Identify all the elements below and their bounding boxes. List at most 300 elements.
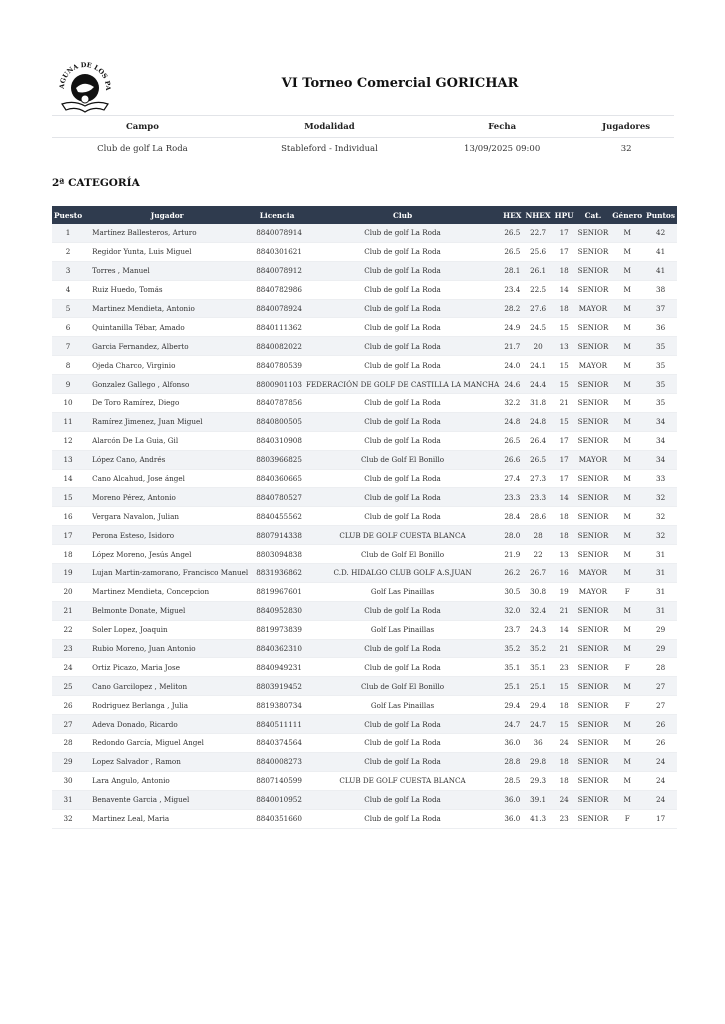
cell-club: Club de golf La Roda [304, 412, 501, 431]
cell-licencia: 8840362310 [250, 639, 304, 658]
cell-nhex: 30.8 [524, 582, 553, 601]
cell-jugador: Perona Esteso, Isidoro [84, 526, 250, 545]
cell-puesto: 15 [52, 488, 84, 507]
cell-puesto: 1 [52, 224, 84, 242]
cell-puesto: 12 [52, 431, 84, 450]
cell-jugador: Martinez Mendieta, Concepcion [84, 582, 250, 601]
cell-hpu: 15 [553, 318, 576, 337]
cell-puesto: 9 [52, 375, 84, 394]
cell-jugador: Ojeda Charco, Virginio [84, 356, 250, 375]
cell-licencia: 8800901103 [250, 375, 304, 394]
cell-club: CLUB DE GOLF CUESTA BLANCA [304, 771, 501, 790]
cell-club: Club de golf La Roda [304, 601, 501, 620]
cell-puesto: 5 [52, 299, 84, 318]
cell-club: Club de golf La Roda [304, 790, 501, 809]
cell-genero: M [610, 394, 644, 413]
cell-categoria: MAYOR [576, 450, 611, 469]
cell-licencia: 8840952830 [250, 601, 304, 620]
cell-club: Club de golf La Roda [304, 242, 501, 261]
cell-genero: M [610, 224, 644, 242]
cell-puesto: 24 [52, 658, 84, 677]
cell-hpu: 17 [553, 450, 576, 469]
cell-genero: M [610, 507, 644, 526]
cell-nhex: 24.1 [524, 356, 553, 375]
cell-licencia: 8840374564 [250, 734, 304, 753]
cell-club: Club de golf La Roda [304, 658, 501, 677]
cell-nhex: 29.8 [524, 752, 553, 771]
table-row [52, 790, 677, 809]
cell-licencia: 8840078924 [250, 299, 304, 318]
col-header-puntos: Puntos [644, 206, 677, 224]
table-row [52, 526, 677, 545]
cell-jugador: Alarcón De La Guia, Gil [84, 431, 250, 450]
table-row [52, 639, 677, 658]
cell-licencia: 8840301621 [250, 242, 304, 261]
cell-puntos: 27 [644, 696, 677, 715]
cell-categoria: SENIOR [576, 469, 611, 488]
cell-nhex: 28.6 [524, 507, 553, 526]
cell-licencia: 8840949231 [250, 658, 304, 677]
cell-club: Club de golf La Roda [304, 752, 501, 771]
cell-categoria: SENIOR [576, 545, 611, 564]
cell-categoria: SENIOR [576, 715, 611, 734]
cell-puntos: 42 [644, 224, 677, 242]
cell-jugador: Gonzalez Gallego , Alfonso [84, 375, 250, 394]
cell-puntos: 35 [644, 375, 677, 394]
cell-club: Golf Las Pinaillas [304, 582, 501, 601]
cell-club: Club de golf La Roda [304, 507, 501, 526]
cell-categoria: MAYOR [576, 564, 611, 583]
cell-puesto: 22 [52, 620, 84, 639]
cell-puesto: 13 [52, 450, 84, 469]
cell-genero: F [610, 658, 644, 677]
cell-licencia: 8840360665 [250, 469, 304, 488]
cell-puesto: 31 [52, 790, 84, 809]
cell-genero: M [610, 734, 644, 753]
info-header-fecha: Fecha [426, 116, 578, 138]
cell-nhex: 27.6 [524, 299, 553, 318]
cell-genero: M [610, 280, 644, 299]
cell-categoria: SENIOR [576, 318, 611, 337]
cell-puntos: 24 [644, 752, 677, 771]
cell-categoria: SENIOR [576, 261, 611, 280]
table-row [52, 469, 677, 488]
cell-puntos: 32 [644, 507, 677, 526]
cell-hpu: 18 [553, 261, 576, 280]
cell-licencia: 8840008273 [250, 752, 304, 771]
cell-hex: 28.4 [501, 507, 523, 526]
cell-genero: F [610, 582, 644, 601]
cell-categoria: SENIOR [576, 431, 611, 450]
cell-jugador: Martínez Ballesteros, Arturo [84, 224, 250, 242]
cell-puntos: 24 [644, 771, 677, 790]
cell-hpu: 24 [553, 734, 576, 753]
results-body [52, 224, 677, 828]
cell-hex: 27.4 [501, 469, 523, 488]
cell-licencia: 8840800505 [250, 412, 304, 431]
logo-text: AGUNA DE LOS PA [57, 60, 113, 91]
cell-puntos: 28 [644, 658, 677, 677]
cell-hpu: 21 [553, 394, 576, 413]
cell-jugador: Lara Angulo, Antonio [84, 771, 250, 790]
cell-club: Club de golf La Roda [304, 734, 501, 753]
cell-jugador: Benavente Garcia , Miguel [84, 790, 250, 809]
cell-club: Club de Golf El Bonillo [304, 450, 501, 469]
cell-licencia: 8803966825 [250, 450, 304, 469]
cell-club: Club de golf La Roda [304, 469, 501, 488]
cell-genero: M [610, 318, 644, 337]
cell-licencia: 8819967601 [250, 582, 304, 601]
col-header-licencia: Licencia [250, 206, 304, 224]
cell-puntos: 35 [644, 394, 677, 413]
cell-jugador: Rodriguez Berlanga , Julia [84, 696, 250, 715]
cell-club: Club de Golf El Bonillo [304, 677, 501, 696]
info-value-campo: Club de golf La Roda [97, 144, 188, 154]
cell-hpu: 18 [553, 526, 576, 545]
cell-puesto: 32 [52, 809, 84, 828]
cell-nhex: 25.1 [524, 677, 553, 696]
info-header-jugadores: Jugadores [578, 116, 674, 138]
cell-hex: 21.9 [501, 545, 523, 564]
cell-hex: 24.6 [501, 375, 523, 394]
cell-puntos: 31 [644, 601, 677, 620]
cell-jugador: Soler Lopez, Joaquin [84, 620, 250, 639]
cell-categoria: SENIOR [576, 507, 611, 526]
cell-licencia: 8819973839 [250, 620, 304, 639]
cell-hpu: 14 [553, 620, 576, 639]
table-row [52, 412, 677, 431]
cell-hex: 23.4 [501, 280, 523, 299]
cell-hex: 25.1 [501, 677, 523, 696]
cell-puntos: 34 [644, 450, 677, 469]
cell-jugador: Ramírez Jimenez, Juan Miguel [84, 412, 250, 431]
cell-puntos: 36 [644, 318, 677, 337]
cell-hpu: 23 [553, 658, 576, 677]
table-row [52, 771, 677, 790]
cell-licencia: 8807140599 [250, 771, 304, 790]
cell-hpu: 17 [553, 242, 576, 261]
cell-hpu: 19 [553, 582, 576, 601]
cell-licencia: 8840111362 [250, 318, 304, 337]
cell-puesto: 6 [52, 318, 84, 337]
col-header-club: Club [304, 206, 501, 224]
cell-hpu: 17 [553, 469, 576, 488]
cell-club: C.D. HIDALGO CLUB GOLF A.S.JUAN [304, 564, 501, 583]
cell-nhex: 35.2 [524, 639, 553, 658]
cell-hex: 32.0 [501, 601, 523, 620]
table-row [52, 224, 677, 242]
cell-hex: 24.7 [501, 715, 523, 734]
cell-licencia: 8840511111 [250, 715, 304, 734]
tournament-title: VI Torneo Comercial GORICHAR [281, 76, 519, 91]
cell-puntos: 17 [644, 809, 677, 828]
cell-club: Club de golf La Roda [304, 261, 501, 280]
cell-jugador: Lopez Salvador , Ramon [84, 752, 250, 771]
cell-nhex: 41.3 [524, 809, 553, 828]
cell-jugador: Martinez Mendieta, Antonio [84, 299, 250, 318]
cell-hex: 28.8 [501, 752, 523, 771]
cell-hex: 30.5 [501, 582, 523, 601]
cell-jugador: López Cano, Andrés [84, 450, 250, 469]
category-heading: 2ª CATEGORÍA [52, 177, 140, 189]
info-value-fecha: 13/09/2025 09:00 [464, 144, 541, 154]
table-row [52, 299, 677, 318]
table-row [52, 809, 677, 828]
cell-puesto: 18 [52, 545, 84, 564]
cell-genero: M [610, 526, 644, 545]
cell-puntos: 32 [644, 526, 677, 545]
cell-puesto: 27 [52, 715, 84, 734]
cell-hpu: 15 [553, 677, 576, 696]
cell-club: Golf Las Pinaillas [304, 696, 501, 715]
cell-licencia: 8803094838 [250, 545, 304, 564]
cell-jugador: Lujan Martin-zamorano, Francisco Manuel [84, 564, 250, 583]
cell-hex: 28.0 [501, 526, 523, 545]
cell-categoria: SENIOR [576, 601, 611, 620]
col-header-nhex: NHEX [524, 206, 553, 224]
cell-hpu: 17 [553, 224, 576, 242]
table-row [52, 261, 677, 280]
cell-jugador: López Moreno, Jesús Angel [84, 545, 250, 564]
cell-hex: 26.5 [501, 242, 523, 261]
cell-nhex: 27.3 [524, 469, 553, 488]
cell-genero: M [610, 620, 644, 639]
cell-categoria: SENIOR [576, 280, 611, 299]
cell-jugador: Quintanilla Tébar, Amado [84, 318, 250, 337]
cell-hpu: 24 [553, 790, 576, 809]
cell-categoria: MAYOR [576, 356, 611, 375]
cell-hex: 35.1 [501, 658, 523, 677]
cell-genero: M [610, 356, 644, 375]
cell-club: Club de golf La Roda [304, 337, 501, 356]
cell-hex: 26.5 [501, 224, 523, 242]
cell-hex: 26.6 [501, 450, 523, 469]
cell-categoria: SENIOR [576, 677, 611, 696]
cell-hpu: 18 [553, 752, 576, 771]
cell-jugador: Cano Alcahud, Jose ángel [84, 469, 250, 488]
cell-hex: 29.4 [501, 696, 523, 715]
cell-genero: M [610, 639, 644, 658]
cell-hpu: 15 [553, 356, 576, 375]
cell-hex: 28.1 [501, 261, 523, 280]
cell-puntos: 41 [644, 242, 677, 261]
cell-puntos: 31 [644, 564, 677, 583]
cell-nhex: 24.5 [524, 318, 553, 337]
cell-categoria: SENIOR [576, 394, 611, 413]
cell-puntos: 27 [644, 677, 677, 696]
cell-hex: 26.5 [501, 431, 523, 450]
table-row [52, 337, 677, 356]
cell-club: Club de golf La Roda [304, 431, 501, 450]
cell-club: CLUB DE GOLF CUESTA BLANCA [304, 526, 501, 545]
cell-licencia: 8831936862 [250, 564, 304, 583]
cell-nhex: 26.4 [524, 431, 553, 450]
cell-hpu: 15 [553, 375, 576, 394]
cell-genero: M [610, 752, 644, 771]
cell-club: Club de golf La Roda [304, 639, 501, 658]
cell-puntos: 34 [644, 412, 677, 431]
cell-nhex: 24.4 [524, 375, 553, 394]
cell-nhex: 22.5 [524, 280, 553, 299]
cell-licencia: 8840078912 [250, 261, 304, 280]
cell-categoria: SENIOR [576, 526, 611, 545]
cell-categoria: SENIOR [576, 412, 611, 431]
cell-nhex: 26.5 [524, 450, 553, 469]
cell-hpu: 18 [553, 696, 576, 715]
cell-hpu: 18 [553, 299, 576, 318]
cell-puntos: 31 [644, 582, 677, 601]
table-row [52, 242, 677, 261]
club-logo [54, 54, 116, 116]
cell-puesto: 29 [52, 752, 84, 771]
table-row [52, 488, 677, 507]
cell-puesto: 2 [52, 242, 84, 261]
cell-puesto: 4 [52, 280, 84, 299]
cell-hpu: 21 [553, 601, 576, 620]
cell-hex: 24.0 [501, 356, 523, 375]
cell-puntos: 31 [644, 545, 677, 564]
cell-puesto: 16 [52, 507, 84, 526]
cell-genero: M [610, 790, 644, 809]
cell-hpu: 18 [553, 507, 576, 526]
table-row [52, 318, 677, 337]
cell-puntos: 24 [644, 790, 677, 809]
table-row [52, 507, 677, 526]
cell-hpu: 23 [553, 809, 576, 828]
cell-categoria: SENIOR [576, 809, 611, 828]
info-header-campo: Campo [52, 116, 233, 138]
cell-genero: F [610, 809, 644, 828]
cell-jugador: Martinez Leal, Maria [84, 809, 250, 828]
cell-puntos: 41 [644, 261, 677, 280]
table-row [52, 431, 677, 450]
cell-jugador: Ortiz Picazo, Maria Jose [84, 658, 250, 677]
cell-genero: M [610, 431, 644, 450]
cell-club: Club de golf La Roda [304, 394, 501, 413]
cell-club: Club de golf La Roda [304, 318, 501, 337]
cell-puntos: 32 [644, 488, 677, 507]
cell-jugador: Redondo García, Miguel Angel [84, 734, 250, 753]
cell-hpu: 14 [553, 488, 576, 507]
cell-categoria: SENIOR [576, 752, 611, 771]
cell-puesto: 30 [52, 771, 84, 790]
table-row [52, 752, 677, 771]
cell-puntos: 26 [644, 715, 677, 734]
cell-hex: 23.7 [501, 620, 523, 639]
cell-genero: M [610, 375, 644, 394]
cell-genero: M [610, 488, 644, 507]
info-header-modalidad: Modalidad [233, 116, 426, 138]
cell-nhex: 39.1 [524, 790, 553, 809]
cell-puntos: 34 [644, 431, 677, 450]
cell-puntos: 29 [644, 639, 677, 658]
cell-hex: 36.0 [501, 790, 523, 809]
cell-jugador: Regidor Yunta, Luis Miguel [84, 242, 250, 261]
col-header-categoria: Cat. [576, 206, 611, 224]
table-row [52, 601, 677, 620]
cell-jugador: Ruiz Huedo, Tomás [84, 280, 250, 299]
cell-club: Club de Golf El Bonillo [304, 545, 501, 564]
col-header-hpu: HPU [553, 206, 576, 224]
cell-jugador: Belmonte Donate, Miguel [84, 601, 250, 620]
cell-puesto: 28 [52, 734, 84, 753]
cell-puesto: 23 [52, 639, 84, 658]
cell-puesto: 19 [52, 564, 84, 583]
cell-puesto: 3 [52, 261, 84, 280]
cell-genero: M [610, 677, 644, 696]
table-row [52, 734, 677, 753]
cell-nhex: 29.4 [524, 696, 553, 715]
cell-nhex: 22 [524, 545, 553, 564]
cell-puesto: 8 [52, 356, 84, 375]
cell-genero: M [610, 469, 644, 488]
cell-nhex: 32.4 [524, 601, 553, 620]
table-row [52, 677, 677, 696]
cell-club: Club de golf La Roda [304, 280, 501, 299]
cell-categoria: MAYOR [576, 582, 611, 601]
cell-nhex: 26.7 [524, 564, 553, 583]
cell-genero: F [610, 696, 644, 715]
cell-club: Club de golf La Roda [304, 488, 501, 507]
cell-puesto: 14 [52, 469, 84, 488]
cell-hpu: 14 [553, 280, 576, 299]
cell-hpu: 16 [553, 564, 576, 583]
cell-hex: 26.2 [501, 564, 523, 583]
cell-categoria: SENIOR [576, 696, 611, 715]
cell-club: Club de golf La Roda [304, 299, 501, 318]
cell-licencia: 8840780539 [250, 356, 304, 375]
table-row [52, 356, 677, 375]
cell-club: Club de golf La Roda [304, 224, 501, 242]
table-row [52, 620, 677, 639]
cell-jugador: De Toro Ramírez, Diego [84, 394, 250, 413]
cell-licencia: 8840782986 [250, 280, 304, 299]
cell-puesto: 21 [52, 601, 84, 620]
cell-genero: M [610, 412, 644, 431]
cell-hex: 24.8 [501, 412, 523, 431]
cell-jugador: Vergara Navalon, Julian [84, 507, 250, 526]
cell-categoria: SENIOR [576, 658, 611, 677]
cell-club: Golf Las Pinaillas [304, 620, 501, 639]
cell-genero: M [610, 299, 644, 318]
cell-genero: M [610, 601, 644, 620]
cell-hpu: 21 [553, 639, 576, 658]
cell-categoria: SENIOR [576, 488, 611, 507]
cell-categoria: SENIOR [576, 242, 611, 261]
info-value-modalidad: Stableford - Individual [281, 144, 378, 154]
cell-categoria: SENIOR [576, 337, 611, 356]
cell-licencia: 8840010952 [250, 790, 304, 809]
info-value-jugadores: 32 [620, 144, 632, 154]
table-row [52, 545, 677, 564]
cell-licencia: 8840351660 [250, 809, 304, 828]
cell-licencia: 8840078914 [250, 224, 304, 242]
cell-hpu: 18 [553, 771, 576, 790]
cell-nhex: 28 [524, 526, 553, 545]
cell-hpu: 15 [553, 412, 576, 431]
cell-licencia: 8819380734 [250, 696, 304, 715]
cell-club: FEDERACIÓN DE GOLF DE CASTILLA LA MANCHA [304, 375, 501, 394]
col-header-puesto: Puesto [52, 206, 84, 224]
cell-licencia: 8840082022 [250, 337, 304, 356]
cell-categoria: SENIOR [576, 771, 611, 790]
cell-genero: M [610, 771, 644, 790]
cell-puntos: 29 [644, 620, 677, 639]
cell-categoria: SENIOR [576, 734, 611, 753]
cell-jugador: Cano Garcilopez , Meliton [84, 677, 250, 696]
cell-hpu: 13 [553, 545, 576, 564]
results-header-row [52, 206, 677, 224]
